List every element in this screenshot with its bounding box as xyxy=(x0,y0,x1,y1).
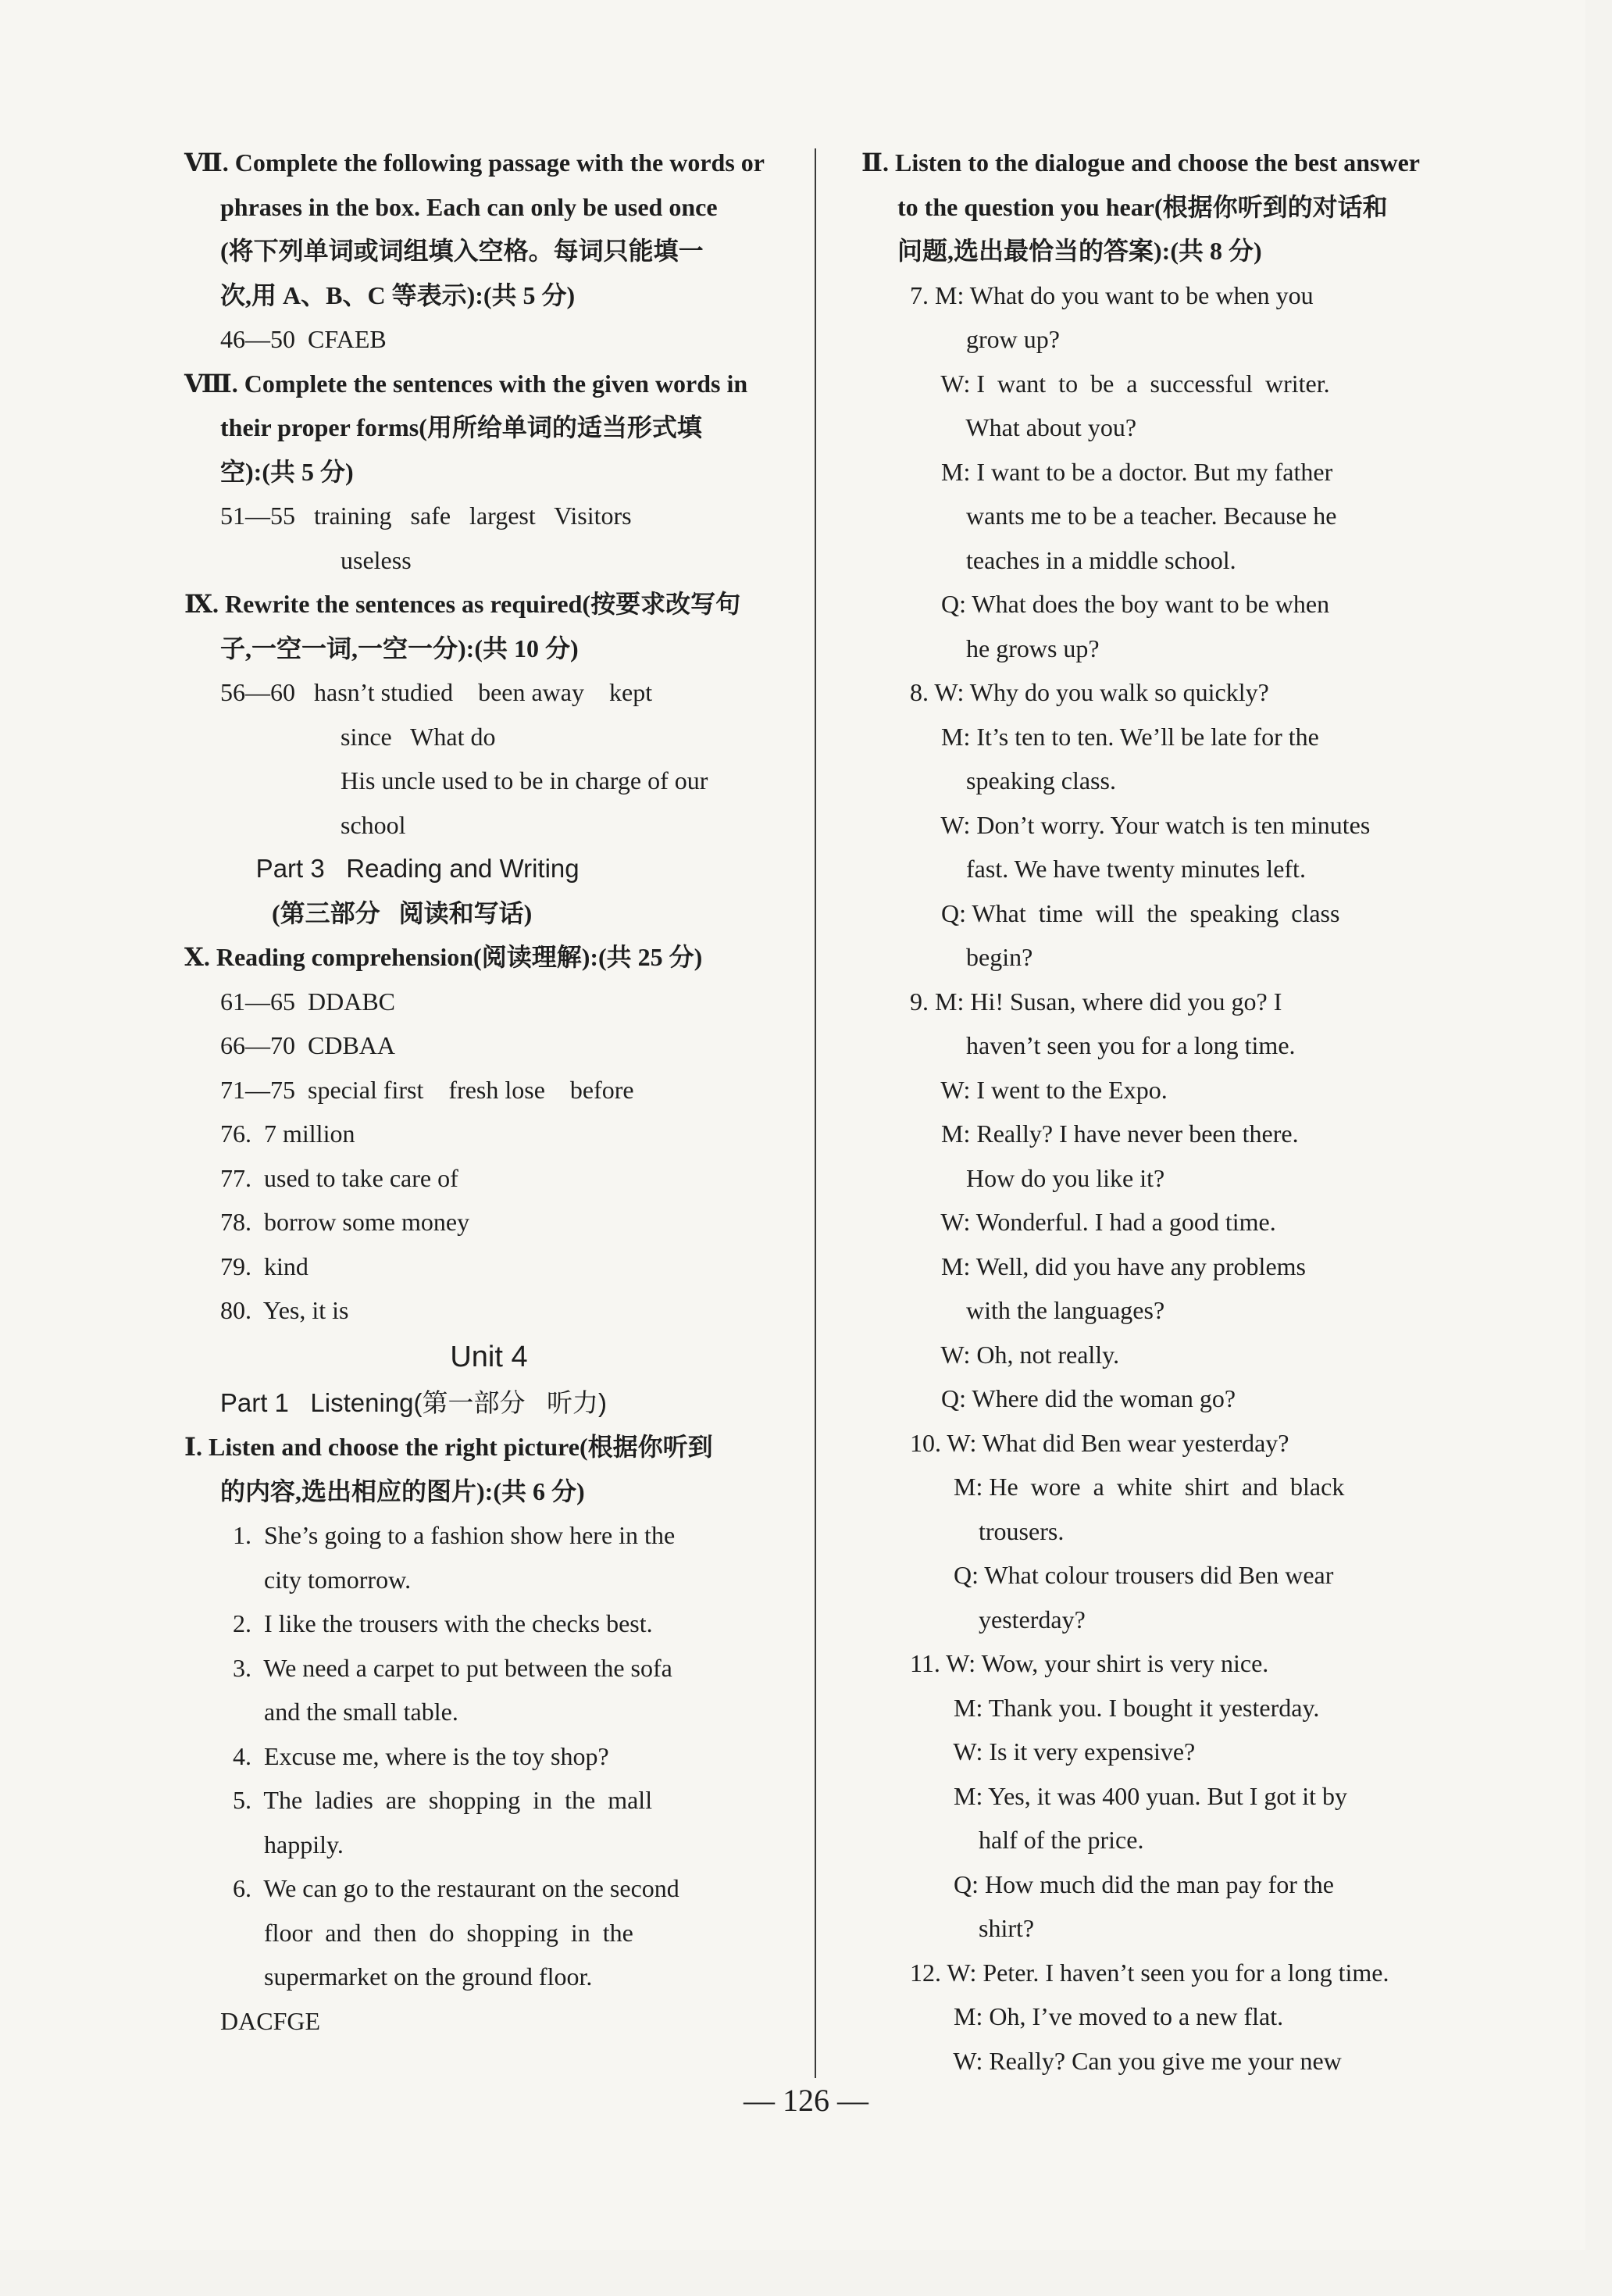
right-text-line: to the question you hear(根据你听到的对话和 xyxy=(897,192,1388,221)
left-text-line: His uncle used to be in charge of our xyxy=(341,766,708,794)
right-text-line: M: Well, did you have any problems xyxy=(910,1252,1306,1280)
right-text-line: 问题,选出最恰当的答案):(共 8 分) xyxy=(897,237,1262,265)
right-text-line: yesterday? xyxy=(910,1605,1086,1634)
left-text-line: DACFGE xyxy=(220,2006,321,2035)
right-text-line: Ⅱ. Listen to the dialogue and choose the best answer xyxy=(861,148,1420,177)
left-text-line: 6. We can go to the restaurant on the second xyxy=(233,1874,679,1902)
right-text-line: shirt? xyxy=(910,1914,1035,1942)
right-text-line: M: Thank you. I bought it yesterday. xyxy=(910,1693,1320,1722)
right-text-line: W: Really? Can you give me your new xyxy=(910,2046,1342,2075)
right-text-line: M: Really? I have never been there. xyxy=(910,1119,1299,1148)
right-text-line: W: Oh, not really. xyxy=(910,1340,1120,1369)
right-text-line: W: I went to the Expo. xyxy=(910,1075,1168,1104)
left-text-line: (将下列单词或词组填入空格。每词只能填一 xyxy=(220,237,704,265)
left-text-line: school xyxy=(341,810,406,839)
right-text-line: Q: What colour trousers did Ben wear xyxy=(910,1561,1334,1589)
page-number: — 126 — xyxy=(744,2083,868,2118)
right-text-line: trousers. xyxy=(910,1516,1065,1545)
left-text-line: happily. xyxy=(233,1830,344,1859)
left-text-line: Ⅸ. Rewrite the sentences as required(按要求改写句 xyxy=(184,590,741,618)
right-text-line: W: Don’t worry. Your watch is ten minutes xyxy=(910,810,1371,839)
right-column xyxy=(861,141,1471,2083)
right-text-line: What about you? xyxy=(910,413,1137,441)
left-text-line: since What do xyxy=(341,722,496,751)
left-text-line: 51—55 training safe largest Visitors xyxy=(220,502,632,530)
left-text-line: and the small table. xyxy=(233,1698,458,1726)
right-text-line: 9. M: Hi! Susan, where did you go? I xyxy=(910,987,1282,1016)
right-text-line: 12. W: Peter. I haven’t seen you for a long time. xyxy=(910,1958,1389,1987)
left-text-line: Ⅶ. Complete the following passage with the words or xyxy=(184,148,765,177)
right-text-line: M: It’s ten to ten. We’ll be late for the xyxy=(910,722,1319,751)
right-text-line: Q: How much did the man pay for the xyxy=(910,1869,1334,1898)
left-text-line: Ⅰ. Listen and choose the right picture(根据你听到 xyxy=(184,1433,713,1461)
right-text-line: How do you like it? xyxy=(910,1163,1165,1192)
left-text-line: useless xyxy=(341,545,412,574)
right-text-line: M: He wore a white shirt and black xyxy=(910,1473,1345,1501)
right-text-line: W: Wonderful. I had a good time. xyxy=(910,1208,1276,1236)
right-text-line: grow up? xyxy=(910,325,1060,353)
left-text-line: floor and then do shopping in the xyxy=(233,1918,633,1947)
right-text-line: 10. W: What did Ben wear yesterday? xyxy=(910,1428,1289,1457)
left-text-line: Part 3 Reading and Writing xyxy=(184,854,580,883)
left-text-line: 61—65 DDABC xyxy=(220,987,396,1016)
left-text-line: their proper forms(用所给单词的适当形式填 xyxy=(220,413,702,441)
right-text-line: speaking class. xyxy=(910,766,1116,794)
left-text-line: 80. Yes, it is xyxy=(220,1296,349,1324)
left-text-line: city tomorrow. xyxy=(233,1565,412,1594)
left-text-line: (第三部分 阅读和写话) xyxy=(184,898,533,927)
right-text-line: W: Is it very expensive? xyxy=(910,1737,1196,1766)
right-text-line: Q: Where did the woman go? xyxy=(910,1384,1236,1412)
left-text-line: Unit 4 xyxy=(450,1340,528,1373)
left-text-line: 1. She’s going to a fashion show here in the xyxy=(233,1521,676,1549)
left-text-line: 78. borrow some money xyxy=(220,1208,470,1236)
right-text-line: wants me to be a teacher. Because he xyxy=(910,502,1337,530)
left-text-line: Ⅹ. Reading comprehension(阅读理解):(共 25 分) xyxy=(184,943,703,971)
column-divider xyxy=(815,148,816,2078)
left-text-line: 77. used to take care of xyxy=(220,1163,458,1192)
right-text-line: Q: What time will the speaking class xyxy=(910,898,1340,927)
left-text-line: 79. kind xyxy=(220,1252,308,1280)
left-text-line: 4. Excuse me, where is the toy shop? xyxy=(233,1741,609,1770)
left-column xyxy=(184,141,794,2043)
right-text-line: haven’t seen you for a long time. xyxy=(910,1031,1296,1059)
left-text-line: 66—70 CDBAA xyxy=(220,1031,396,1059)
left-text-line: Ⅷ. Complete the sentences with the given words in xyxy=(184,369,748,398)
right-text-line: he grows up? xyxy=(910,634,1100,662)
left-text-line: 71—75 special first fresh lose before xyxy=(220,1075,634,1104)
left-text-line: 3. We need a carpet to put between the sofa xyxy=(233,1653,672,1682)
left-text-line: 子,一空一词,一空一分):(共 10 分) xyxy=(220,634,579,662)
right-text-line: begin? xyxy=(910,943,1033,971)
right-text-line: 7. M: What do you want to be when you xyxy=(910,280,1314,309)
right-text-line: Q: What does the boy want to be when xyxy=(910,590,1330,618)
left-text-line: 5. The ladies are shopping in the mall xyxy=(233,1786,653,1814)
left-text-line: 空):(共 5 分) xyxy=(220,457,354,486)
left-text-line: 2. I like the trousers with the checks best. xyxy=(233,1609,653,1637)
right-text-line: M: Yes, it was 400 yuan. But I got it by xyxy=(910,1781,1348,1810)
left-text-line: supermarket on the ground floor. xyxy=(233,1962,593,1991)
right-text-line: half of the price. xyxy=(910,1826,1144,1854)
left-text-line: 次,用 A、B、C 等表示):(共 5 分) xyxy=(220,280,576,309)
right-text-line: W: I want to be a successful writer. xyxy=(910,369,1330,398)
left-text-line: 46—50 CFAEB xyxy=(220,325,387,353)
left-text-line: 56—60 hasn’t studied been away kept xyxy=(220,678,653,706)
right-text-line: 8. W: Why do you walk so quickly? xyxy=(910,678,1269,706)
right-text-line: fast. We have twenty minutes left. xyxy=(910,855,1306,883)
right-text-line: with the languages? xyxy=(910,1296,1165,1324)
right-text-line: 11. W: Wow, your shirt is very nice. xyxy=(910,1649,1269,1677)
right-text-line: teaches in a middle school. xyxy=(910,545,1236,574)
left-text-line: Part 1 Listening(第一部分 听力) xyxy=(184,1387,607,1417)
left-text-line: 76. 7 million xyxy=(220,1119,355,1148)
left-text-line: phrases in the box. Each can only be used once xyxy=(220,192,718,221)
right-text-line: M: I want to be a doctor. But my father xyxy=(910,457,1333,486)
right-text-line: M: Oh, I’ve moved to a new flat. xyxy=(910,2002,1284,2030)
left-text-line: 的内容,选出相应的图片):(共 6 分) xyxy=(220,1477,585,1505)
